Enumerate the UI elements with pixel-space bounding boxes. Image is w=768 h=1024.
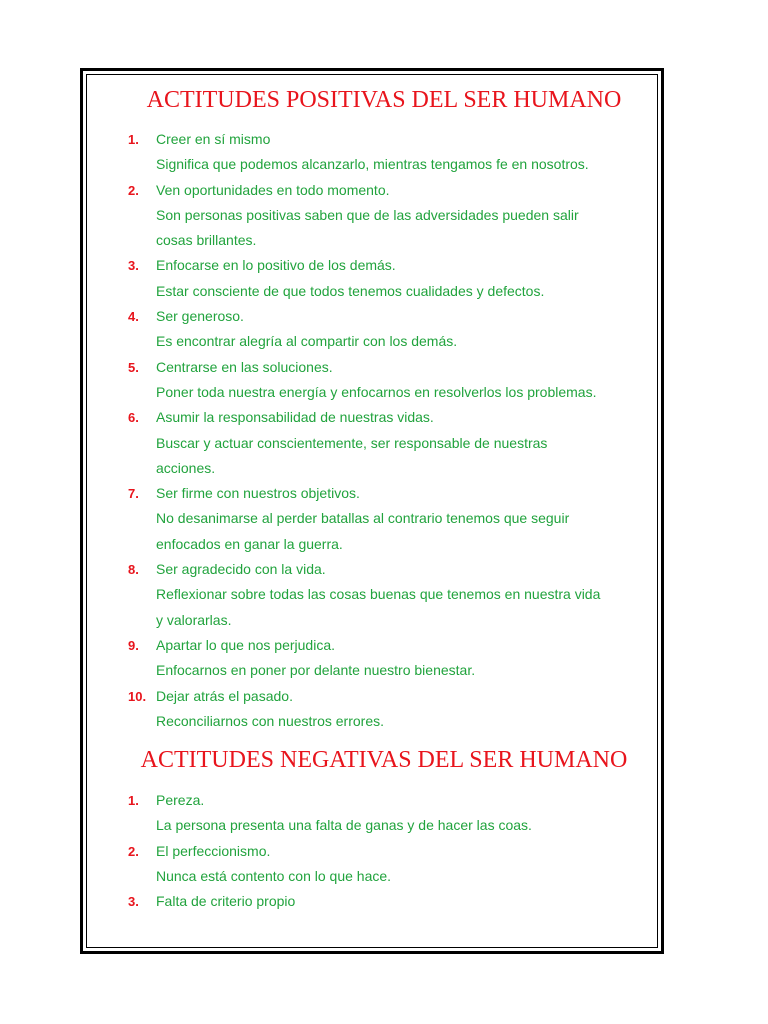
item-description: La persona presenta una falta de ganas y de hacer las coas. [156,817,532,834]
list-item [128,178,658,254]
list-item [128,405,658,481]
item-number: 1. [128,793,139,808]
item-heading: Ser firme con nuestros objetivos. [156,485,360,502]
item-heading: Ser generoso. [156,308,244,325]
item-heading: Apartar lo que nos perjudica. [156,636,335,653]
item-description: acciones. [156,459,216,476]
item-heading: Dejar atrás el pasado. [156,687,293,704]
item-heading: Ven oportunidades en todo momento. [156,181,390,198]
item-description: Enfocarnos en poner por delante nuestro bienestar. [156,662,476,679]
item-heading: Creer en sí mismo [156,131,271,147]
item-heading: Centrarse en las soluciones. [156,358,333,375]
item-number: 2. [128,182,139,198]
item-description: Nunca está contento con lo que hace. [156,867,392,884]
list-item [128,127,658,178]
item-heading: Asumir la responsabilidad de nuestras vidas. [156,409,434,426]
item-description: Reconciliarnos con nuestros errores. [156,712,384,729]
item-number: 10. [128,688,147,704]
item-number: 1. [128,132,139,147]
item-number: 4. [128,309,139,325]
item-description: Significa que podemos alcanzarlo, mientras tengamos fe en nosotros. [156,156,589,173]
item-description: enfocados en ganar la guerra. [156,535,343,552]
list-item [128,889,658,914]
item-number: 9. [128,637,139,653]
item-heading: El perfeccionismo. [156,842,271,859]
negative-list [128,788,658,914]
positive-title: ACTITUDES POSITIVAS DEL SER HUMANO [146,87,622,113]
item-heading: Ser agradecido con la vida. [156,561,326,578]
item-number: 6. [128,410,139,426]
item-heading: Falta de criterio propio [156,893,296,910]
item-description: y valorarlas. [156,611,232,628]
list-item [128,304,658,355]
list-item [128,557,658,633]
item-description: Es encontrar alegría al compartir con los demás. [156,333,458,350]
item-description: Buscar y actuar conscientemente, ser responsable de nuestras [156,434,548,451]
item-heading: Enfocarse en lo positivo de los demás. [156,257,396,274]
item-description: No desanimarse al perder batallas al contrario tenemos que seguir [156,510,570,527]
item-description: Poner toda nuestra energía y enfocarnos en resolverlos los problemas. [156,383,597,400]
item-number: 3. [128,894,139,910]
item-description: Estar consciente de que todos tenemos cualidades y defectos. [156,282,545,299]
item-number: 2. [128,843,139,859]
positive-list [128,127,658,734]
list-item [128,633,658,684]
item-description: cosas brillantes. [156,232,257,249]
item-number: 7. [128,486,139,502]
item-heading: Pereza. [156,792,205,808]
list-item [128,355,658,406]
item-number: 8. [128,562,139,578]
item-description: Son personas positivas saben que de las adversidades pueden salir [156,206,579,223]
list-item [128,839,658,890]
item-number: 3. [128,258,139,274]
negative-title: ACTITUDES NEGATIVAS DEL SER HUMANO [140,747,628,773]
list-item [128,684,658,735]
list-item [128,253,658,304]
list-item [128,788,658,839]
item-description: Reflexionar sobre todas las cosas buenas que tenemos en nuestra vida [156,586,601,603]
item-number: 5. [128,359,139,375]
list-item [128,481,658,557]
